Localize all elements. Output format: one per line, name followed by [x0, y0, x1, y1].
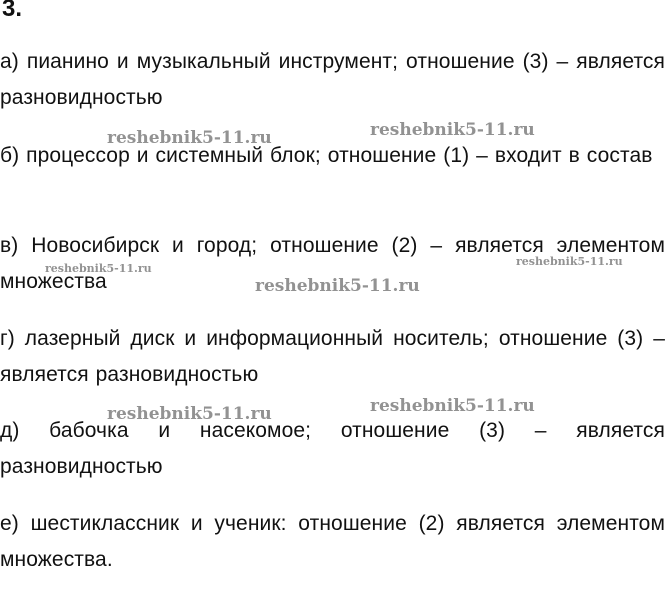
watermark: reshebnik5-11.ru	[45, 262, 152, 275]
answer-f: е) шестиклассник и ученик: отношение (2) является элементом множества.	[0, 512, 665, 571]
answer-e: д) бабочка и насекомое; отношение (3) – является разновидностью	[0, 419, 665, 478]
watermark: reshebnik5-11.ru	[370, 396, 535, 416]
answer-d: г) лазерный диск и информационный носитель; отношение (3) – является разновидностью	[0, 327, 665, 386]
watermark: reshebnik5-11.ru	[516, 255, 623, 268]
answer-a: а) пианино и музыкальный инструмент; отношение (3) – является разновидностью	[0, 50, 665, 109]
answer-c: в) Новосибирск и город; отношение (2) – является элементом множества	[0, 234, 665, 293]
watermark: reshebnik5-11.ru	[107, 128, 272, 148]
answer-b: б) процессор и системный блок; отношение (1) – входит в состав	[0, 144, 653, 167]
watermark: reshebnik5-11.ru	[370, 120, 535, 140]
watermark: reshebnik5-11.ru	[255, 276, 420, 296]
watermark: reshebnik5-11.ru	[107, 404, 272, 424]
exercise-number: 3.	[2, 0, 23, 22]
